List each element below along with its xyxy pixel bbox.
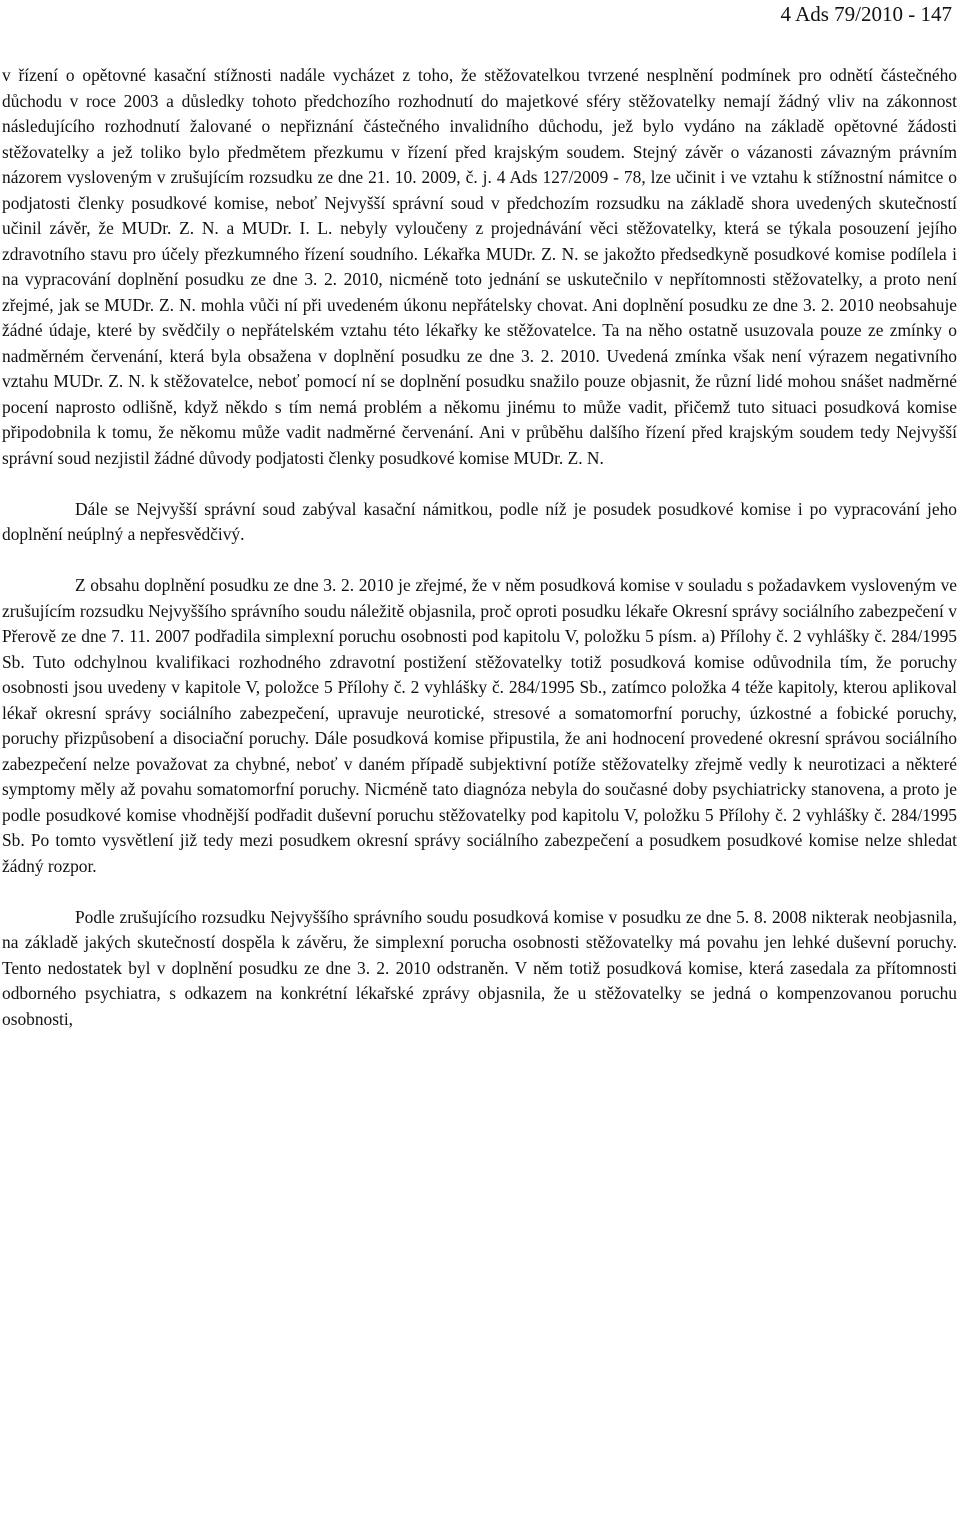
page-header-reference: 4 Ads 79/2010 - 147	[780, 2, 952, 26]
document-body	[2, 63, 957, 1032]
paragraph-doplneni-posudku: Z obsahu doplnění posudku ze dne 3. 2. 2010 je zřejmé, že v něm posudková komise v souladu s požadavkem vysloveným ve zrušujícím rozsudku Nejvyššího správního soudu náležitě objasnila, proč oproti posudku lékaře Okresní správy sociálního zabezpečení v Přerově ze dne 7. 11. 2007 podřadila simplexní poruchu osobnosti pod kapitolu V, položku 5 písm. a) Přílohy č. 2 vyhlášky č. 284/1995 Sb. Tuto odchylnou kvalifikaci rozhodného zdravotní postižení stěžovatelky totiž posudková komise odůvodnila tím, že poruchy osobnosti jsou uvedeny v kapitole V, položce 5 Přílohy č. 2 vyhlášky č. 284/1995 Sb., zatímco položka 4 téže kapitoly, kterou aplikoval lékař okresní správy sociálního zabezpečení, upravuje neurotické, stresové a somatomorfní poruchy, úzkostné a fobické poruchy, poruchy přizpůsobení a disociační poruchy. Dále posudková komise připustila, že ani hodnocení provedené okresní správou sociálního zabezpečení nelze považovat za chybné, neboť v daném případě subjektivní potíže stěžovatelky zřejmě vedly k neurotizaci a některé symptomy měly až povahu somatomorfní poruchy. Nicméně tato diagnóza nebyla do současné doby psychiatricky stanovena, a proto je podle posudkové komise vhodnější podřadit duševní poruchu stěžovatelky pod kapitolu V, položku 5 Přílohy č. 2 vyhlášky č. 284/1995 Sb. Po tomto vysvětlení již tedy mezi posudkem okresní správy sociálního zabezpečení a posudkem posudkové komise nelze shledat žádný rozpor.	[2, 575, 957, 876]
paragraph-zrusujici-rozsudek: Podle zrušujícího rozsudku Nejvyššího správního soudu posudková komise v posudku ze dne 5. 8. 2008 nikterak neobjasnila, na základě jakých skutečností dospěla k závěru, že simplexní porucha osobnosti stěžovatelky má povahu jen lehké duševní poruchy. Tento nedostatek byl v doplnění posudku ze dne 3. 2. 2010 odstraněn. V něm totiž posudková komise, která zasedala za přítomnosti odborného psychiatra, s odkazem na konkrétní lékařské zprávy objasnila, že u stěžovatelky se jedná o kompenzovanou poruchu osobnosti,	[2, 906, 957, 1029]
paragraph-kasacni-namitka: Dále se Nejvyšší správní soud zabýval kasační námitkou, podle níž je posudek posudkové komise i po vypracování jeho doplnění neúplný a nepřesvědčivý.	[2, 498, 957, 544]
paragraph-podjatost: v řízení o opětovné kasační stížnosti nadále vycházet z toho, že stěžovatelkou tvrzené nesplnění podmínek pro odnětí částečného důchodu v roce 2003 a důsledky tohoto předchozího rozhodnutí do majetkové sféry stěžovatelky nemají žádný vliv na zákonnost následujícího rozhodnutí žalované o nepřiznání částečného invalidního důchodu, jež bylo vydáno na základě opětovné žádosti stěžovatelky a jež toliko bylo předmětem přezkumu v řízení před krajským soudem. Stejný závěr o vázanosti závazným právním názorem vysloveným v zrušujícím rozsudku ze dne 21. 10. 2009, č. j. 4 Ads 127/2009 - 78, lze učinit i ve vztahu k stížnostní námitce o podjatosti členky posudkové komise, neboť Nejvyšší správní soud v předchozím rozsudku na základě shora uvedených skutečností učinil závěr, že MUDr. Z. N. a MUDr. I. L. nebyly vyloučeny z projednávání věci stěžovatelky, která se týkala posouzení jejího zdravotního stavu pro účely přezkumného řízení soudního. Lékařka MUDr. Z. N. se jakožto předsedkyně posudkové komise podílela i na vypracování doplnění posudku ze dne 3. 2. 2010, nicméně toto jednání se uskutečnilo v nepřítomnosti stěžovatelky, a proto není zřejmé, jak se MUDr. Z. N. mohla vůči ní při uvedeném úkonu nepřátelsky chovat. Ani doplnění posudku ze dne 3. 2. 2010 neobsahuje žádné údaje, které by svědčily o nepřátelském vztahu této lékařky ke stěžovatelce. Ta na něho ostatně usuzovala pouze ze zmínky o nadměrném červenání, která byla obsažena v doplnění posudku ze dne 3. 2. 2010. Uvedená zmínka však není výrazem negativního vztahu MUDr. Z. N. k stěžovatelce, neboť pomocí ní se doplnění posudku snažilo pouze objasnit, že různí lidé mohou snášet nadměrné pocení naprosto odlišně, když někdo s tím nemá problém a někomu jinému to může vadit, přičemž tuto situaci posudková komise připodobnila k tomu, že někomu může vadit nadměrné červenání. Ani v průběhu dalšího řízení před krajským soudem tedy Nejvyšší správní soud nezjistil žádné důvody podjatosti členky posudkové komise MUDr. Z. N.	[2, 65, 957, 468]
